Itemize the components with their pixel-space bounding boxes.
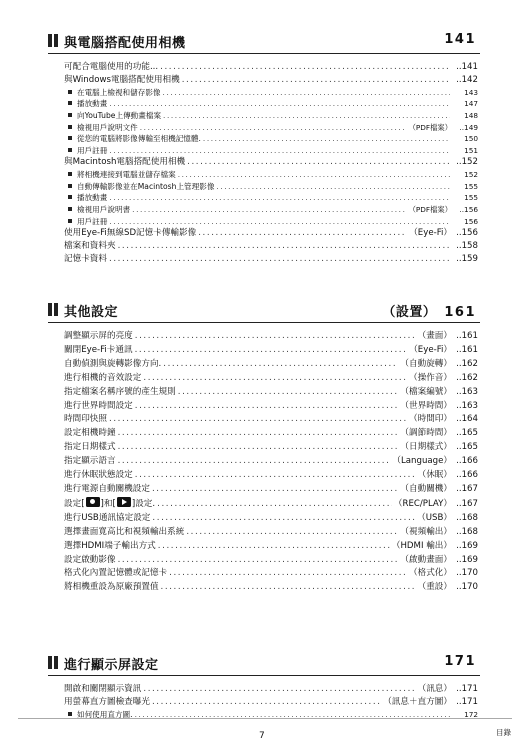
toc-entry[interactable] (48, 683, 480, 696)
bullet-icon (68, 101, 72, 105)
entry-page: ..166 (456, 470, 478, 481)
entry-title-part: ]和[ (100, 498, 116, 509)
dot-leader (163, 87, 450, 99)
entry-note: （Eye-Fi） (409, 228, 452, 239)
entry-page: ..170 (456, 582, 478, 593)
section-title: 進行顯示屏設定 (64, 658, 159, 673)
toc-subentry[interactable] (48, 204, 480, 216)
bullet-icon (68, 172, 72, 176)
entry-page: ..167 (456, 483, 478, 494)
dot-leader (109, 253, 450, 266)
dot-leader (143, 683, 415, 696)
section-header (48, 653, 480, 676)
entry-note: （訊息＋直方圖） (383, 696, 452, 707)
toc-entry[interactable] (48, 74, 480, 87)
entry-page: ..162 (456, 358, 478, 369)
toc-entry[interactable] (48, 455, 480, 469)
section-marker-icon (48, 34, 59, 47)
dot-leader (143, 372, 407, 386)
toc-entry[interactable] (48, 61, 480, 74)
entry-title: 進行世界時間設定 (64, 400, 133, 411)
entry-note: （畫面） (417, 331, 452, 341)
toc-entry[interactable] (48, 156, 480, 169)
section-page (444, 32, 476, 47)
toc-entry[interactable] (48, 526, 480, 540)
entry-title: 與Macintosh電腦搭配使用相機 (64, 157, 186, 168)
toc-entry[interactable] (48, 441, 480, 455)
entry-page: 150 (464, 134, 478, 144)
dot-leader (109, 413, 407, 427)
entry-title: 用戶註冊 (77, 145, 108, 155)
dot-leader (109, 192, 450, 204)
entry-page: ..141 (456, 62, 478, 72)
section-page-number: 141 (444, 32, 476, 47)
dot-leader (118, 427, 399, 441)
entry-title: 與Windows電腦搭配使用相機 (64, 74, 180, 85)
entry-page: 148 (464, 111, 478, 120)
toc-entry[interactable] (48, 372, 480, 386)
entry-note: （USB） (417, 512, 452, 523)
entry-page: ..165 (456, 428, 478, 439)
entry-page: ..169 (456, 540, 478, 551)
entry-note: （訊息） (417, 684, 452, 694)
entry-page: 151 (464, 145, 478, 155)
entry-page: ..166 (456, 456, 478, 467)
entry-page: ..156 (459, 205, 478, 215)
dot-leader (178, 386, 399, 400)
entry-title: 從您的電腦將影像傳輸至相機記憶體. (77, 134, 201, 144)
entry-note: （自動關機） (400, 483, 452, 494)
entry-page: ..161 (456, 331, 478, 341)
section-page (444, 654, 476, 669)
entry-title: 如何使用直方圖. (77, 709, 133, 719)
dot-leader (198, 227, 407, 240)
entry-title: 時間印快照 (64, 414, 107, 425)
entry-page: 172 (464, 709, 478, 719)
section-marker-icon (48, 656, 59, 669)
dot-leader (163, 358, 398, 372)
dot-leader (135, 330, 416, 344)
footer-rule (18, 718, 512, 719)
toc-entry[interactable] (48, 240, 480, 253)
entry-title: 自動偵測與旋轉影像方向. (64, 358, 162, 369)
bullet-icon (68, 113, 72, 117)
dot-leader (152, 483, 398, 497)
toc-subentry[interactable] (48, 122, 480, 134)
entry-title: 設定相機時鐘 (64, 428, 116, 439)
entry-page: ..163 (456, 386, 478, 397)
toc-subentry[interactable] (48, 169, 480, 181)
dot-leader (163, 110, 450, 122)
entry-note: （重設） (417, 582, 452, 593)
entry-title: 調整顯示屏的亮度 (64, 331, 133, 341)
bullet-icon (68, 207, 72, 211)
entry-title: 指定日期樣式 (64, 442, 116, 453)
entry-note: （世界時間） (400, 400, 452, 411)
entry-note: （檔案編號） (400, 386, 452, 397)
toc-entries (48, 683, 480, 720)
entry-title: 格式化內置記憶體或記憶卡 (64, 568, 168, 579)
entry-title: 在電腦上檢視和儲存影像 (77, 87, 161, 97)
toc-subentry[interactable] (48, 87, 480, 99)
toc-entry[interactable] (48, 696, 480, 709)
dot-leader (135, 344, 408, 358)
footer-label: 目錄 (496, 728, 511, 737)
entry-page: ..164 (456, 414, 478, 425)
section-monitor-settings (48, 653, 480, 720)
section-header (48, 300, 480, 323)
entry-page: 155 (464, 193, 478, 203)
entry-page: ..170 (456, 568, 478, 579)
entry-note: （時間印） (409, 414, 452, 425)
toc-entry[interactable] (48, 497, 480, 512)
entry-title (64, 497, 155, 512)
entry-title: 可配合電腦使用的功能... (64, 62, 159, 72)
entry-page: ..171 (456, 684, 478, 694)
toc-entry[interactable] (48, 483, 480, 497)
toc-entry[interactable] (48, 253, 480, 266)
entry-page: ..149 (459, 122, 478, 132)
dot-leader (187, 156, 450, 169)
toc-subentry[interactable] (48, 145, 480, 157)
toc-entry[interactable] (48, 330, 480, 344)
toc-subentry[interactable] (48, 192, 480, 204)
entry-page: ..161 (456, 344, 478, 355)
entry-title: 檢視用戶說明文件 (77, 122, 138, 132)
entry-note: （格式化） (409, 568, 452, 579)
entry-note: （自動旋轉） (400, 358, 452, 369)
toc-subentry[interactable] (48, 110, 480, 122)
entry-title: 進行USB通訊協定設定 (64, 512, 151, 523)
entry-title: 指定檔案名稱序號的產生規則 (64, 386, 176, 397)
play-icon (117, 497, 131, 507)
toc-entry[interactable] (48, 581, 480, 595)
entry-note: （PDF檔案） (408, 205, 452, 215)
entry-note: （啟動畫面） (400, 554, 452, 565)
entry-title: 用戶註冊 (77, 216, 108, 226)
entry-title: 播放動畫 (77, 193, 108, 203)
entry-title: 播放動畫 (77, 99, 108, 109)
bullet-icon (68, 90, 72, 94)
section-computer (48, 31, 480, 266)
dot-leader (109, 216, 450, 228)
dot-leader (118, 240, 450, 253)
bullet-icon (68, 148, 72, 152)
bullet-icon (68, 195, 72, 199)
toc-entry[interactable] (48, 358, 480, 372)
dot-leader (132, 204, 406, 216)
entry-title: 設定啟動影像 (64, 554, 116, 565)
entry-page: ..167 (456, 498, 478, 509)
dot-leader (158, 540, 390, 554)
toc-entry[interactable] (48, 469, 480, 483)
entry-note: （休眠） (417, 470, 452, 481)
toc-entry[interactable] (48, 386, 480, 400)
bullet-icon (68, 136, 72, 140)
toc-subentry[interactable] (48, 181, 480, 193)
entry-title: 使用Eye-Fi無線SD記憶卡傳輸影像 (64, 228, 197, 239)
section-header (48, 31, 480, 54)
entry-title: 用螢幕直方圖檢查曝光 (64, 696, 150, 707)
entry-title: 記憶卡資料 (64, 254, 107, 265)
entry-page: ..159 (456, 254, 478, 265)
dot-leader (216, 181, 450, 193)
entry-page: 155 (464, 181, 478, 191)
dot-leader (140, 122, 407, 134)
entry-note: （REC/PLAY） (393, 498, 452, 509)
entry-note: （HDMI 輸出） (391, 540, 452, 551)
entry-page: ..142 (456, 74, 478, 85)
entry-note: （操作音） (409, 372, 452, 383)
entry-title: 指定顯示語言 (64, 456, 116, 467)
toc-entry[interactable] (48, 400, 480, 414)
section-page-number: 171 (444, 654, 476, 669)
dot-leader (203, 133, 450, 145)
entry-note: （PDF檔案） (408, 122, 452, 132)
toc-entry[interactable] (48, 512, 480, 526)
dot-leader (152, 696, 381, 709)
dot-leader (118, 554, 399, 568)
dot-leader (160, 61, 450, 74)
dot-leader (182, 74, 450, 87)
entry-page: ..168 (456, 512, 478, 523)
dot-leader (161, 581, 416, 595)
toc-entry[interactable] (48, 427, 480, 441)
bullet-icon (68, 219, 72, 223)
dot-leader (157, 498, 392, 512)
toc-entry[interactable] (48, 413, 480, 427)
entry-page: ..156 (456, 228, 478, 239)
entry-page: 156 (464, 216, 478, 226)
entry-page: ..171 (456, 696, 478, 707)
entry-title: 將相機重設為原廠預置值 (64, 582, 159, 593)
entry-page: ..163 (456, 400, 478, 411)
toc-subentry[interactable] (48, 216, 480, 228)
dot-leader (118, 455, 391, 469)
entry-page: ..169 (456, 554, 478, 565)
toc-entries (48, 330, 480, 595)
entry-page: 147 (464, 99, 478, 109)
entry-note: （Eye-Fi） (409, 344, 452, 355)
entry-note: （視頻輸出） (400, 526, 452, 537)
toc-entry[interactable] (48, 567, 480, 581)
entry-page: ..168 (456, 526, 478, 537)
entry-page: ..158 (456, 241, 478, 252)
toc-entry[interactable] (48, 540, 480, 554)
entry-note: （日期樣式） (400, 442, 452, 453)
bullet-icon (68, 712, 72, 716)
entry-title-part: ]設定. (131, 498, 156, 509)
dot-leader (118, 441, 399, 455)
section-page-number: 161 (444, 305, 476, 320)
dot-leader (135, 400, 399, 414)
dot-leader (135, 469, 416, 483)
entry-title: 進行相機的音效設定 (64, 372, 142, 383)
entry-title: 進行休眠狀態設定 (64, 470, 133, 481)
section-marker-icon (48, 303, 59, 316)
dot-leader (109, 98, 450, 110)
section-other-settings (48, 300, 480, 595)
section-title: 與電腦搭配使用相機 (64, 36, 186, 51)
entry-title: 將相機連接到電腦並儲存檔案 (77, 170, 176, 180)
dot-leader (186, 526, 398, 540)
dot-leader (169, 567, 407, 581)
entry-title: 進行電源自動關機設定 (64, 483, 150, 494)
entry-note: （調節時間） (400, 428, 452, 439)
entry-page: ..152 (456, 157, 478, 168)
entry-page: ..165 (456, 442, 478, 453)
toc-entries (48, 61, 480, 266)
entry-note: （Language） (392, 456, 452, 467)
bullet-icon (68, 125, 72, 129)
entry-title: 檔案和資料夾 (64, 241, 116, 252)
section-title: 其他設定 (64, 305, 119, 320)
entry-title: 關閉Eye-Fi卡通訊 (64, 344, 133, 355)
dot-leader (109, 145, 450, 157)
toc-entry[interactable] (48, 227, 480, 240)
toc-entry[interactable] (48, 554, 480, 568)
entry-title: 開啟和關閉顯示資訊 (64, 684, 142, 694)
entry-title: 選擇畫面寬高比和視頻輸出系統 (64, 526, 185, 537)
section-page (382, 301, 476, 320)
toc-subentry[interactable] (48, 98, 480, 110)
section-paren-label: （設置） (382, 305, 437, 320)
entry-page: 143 (464, 87, 478, 97)
entry-title: 向YouTube上傳動畫檔案 (77, 111, 162, 120)
entry-title: 檢視用戶說明書 (77, 205, 131, 215)
camera-icon (86, 497, 100, 507)
toc-subentry[interactable] (48, 133, 480, 145)
dot-leader (152, 512, 415, 526)
entry-page: 152 (464, 170, 478, 180)
entry-title-part: 設定[ (64, 498, 85, 509)
dot-leader (178, 169, 450, 181)
toc-entry[interactable] (48, 344, 480, 358)
page-number: 7 (259, 731, 265, 741)
entry-page: ..162 (456, 372, 478, 383)
entry-title: 選擇HDMI端子輸出方式 (64, 540, 156, 551)
entry-title: 自動傳輸影像並在Macintosh上管理影像 (77, 181, 215, 191)
bullet-icon (68, 184, 72, 188)
